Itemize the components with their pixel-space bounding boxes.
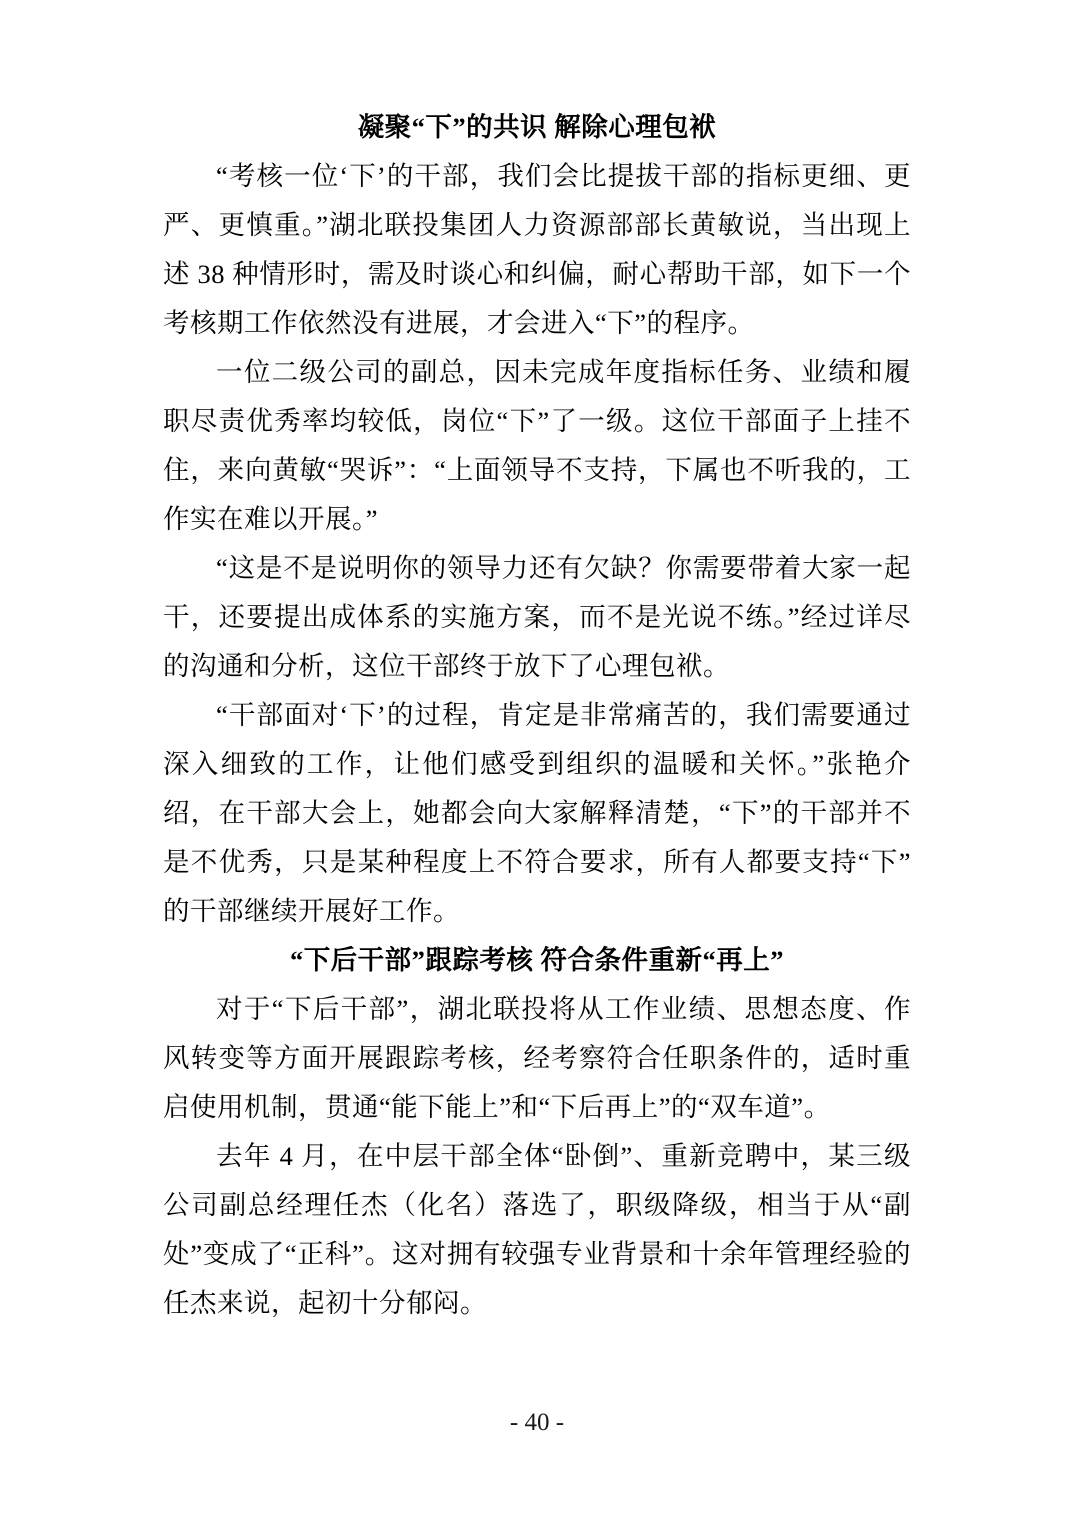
body-paragraph: 对于“下后干部”，湖北联投将从工作业绩、思想态度、作风转变等方面开展跟踪考核，经考察符合任职条件的，适时重启使用机制，贯通“能下能上”和“下后再上”的“双车道”。 <box>163 994 911 1122</box>
body-paragraph: “这是不是说明你的领导力还有欠缺？你需要带着大家一起干，还要提出成体系的实施方案，而不是光说不练。”经过详尽的沟通和分析，这位干部终于放下了心理包袱。 <box>163 553 911 681</box>
body-paragraph: “干部面对‘下’的过程，肯定是非常痛苦的，我们需要通过深入细致的工作，让他们感受到组织的温暖和关怀。”张艳介绍，在干部大会上，她都会向大家解释清楚，“下”的干部并不是不优秀，只是某种程度上不符合要求，所有人都要支持“下”的干部继续开展好工作。 <box>163 700 911 926</box>
section-heading-consensus: 凝聚“下”的共识 解除心理包袱 <box>357 112 717 142</box>
page-footer <box>0 1406 1074 1440</box>
body-paragraph: 一位二级公司的副总，因未完成年度指标任务、业绩和履职尽责优秀率均较低，岗位“下”了一级。这位干部面子上挂不住，来向黄敏“哭诉”：“上面领导不支持，下属也不听我的，工作实在难以开展。” <box>163 357 911 534</box>
body-paragraph: 去年 4 月，在中层干部全体“卧倒”、重新竞聘中，某三级公司副总经理任杰（化名）落选了，职级降级，相当于从“副处”变成了“正科”。这对拥有较强专业背景和十余年管理经验的任杰来说，起初十分郁闷。 <box>163 1141 911 1318</box>
page-number: - 40 - <box>509 1409 565 1436</box>
body-paragraph: “考核一位‘下’的干部，我们会比提拔干部的指标更细、更严、更慎重。”湖北联投集团人力资源部部长黄敏说，当出现上述 38 种情形时，需及时谈心和纠偏，耐心帮助干部，如下一个考核期工作依然没有进展，才会进入“下”的程序。 <box>163 161 911 338</box>
document-body <box>163 103 911 1328</box>
section-heading-tracking: “下后干部”跟踪考核 符合条件重新“再上” <box>289 945 785 975</box>
